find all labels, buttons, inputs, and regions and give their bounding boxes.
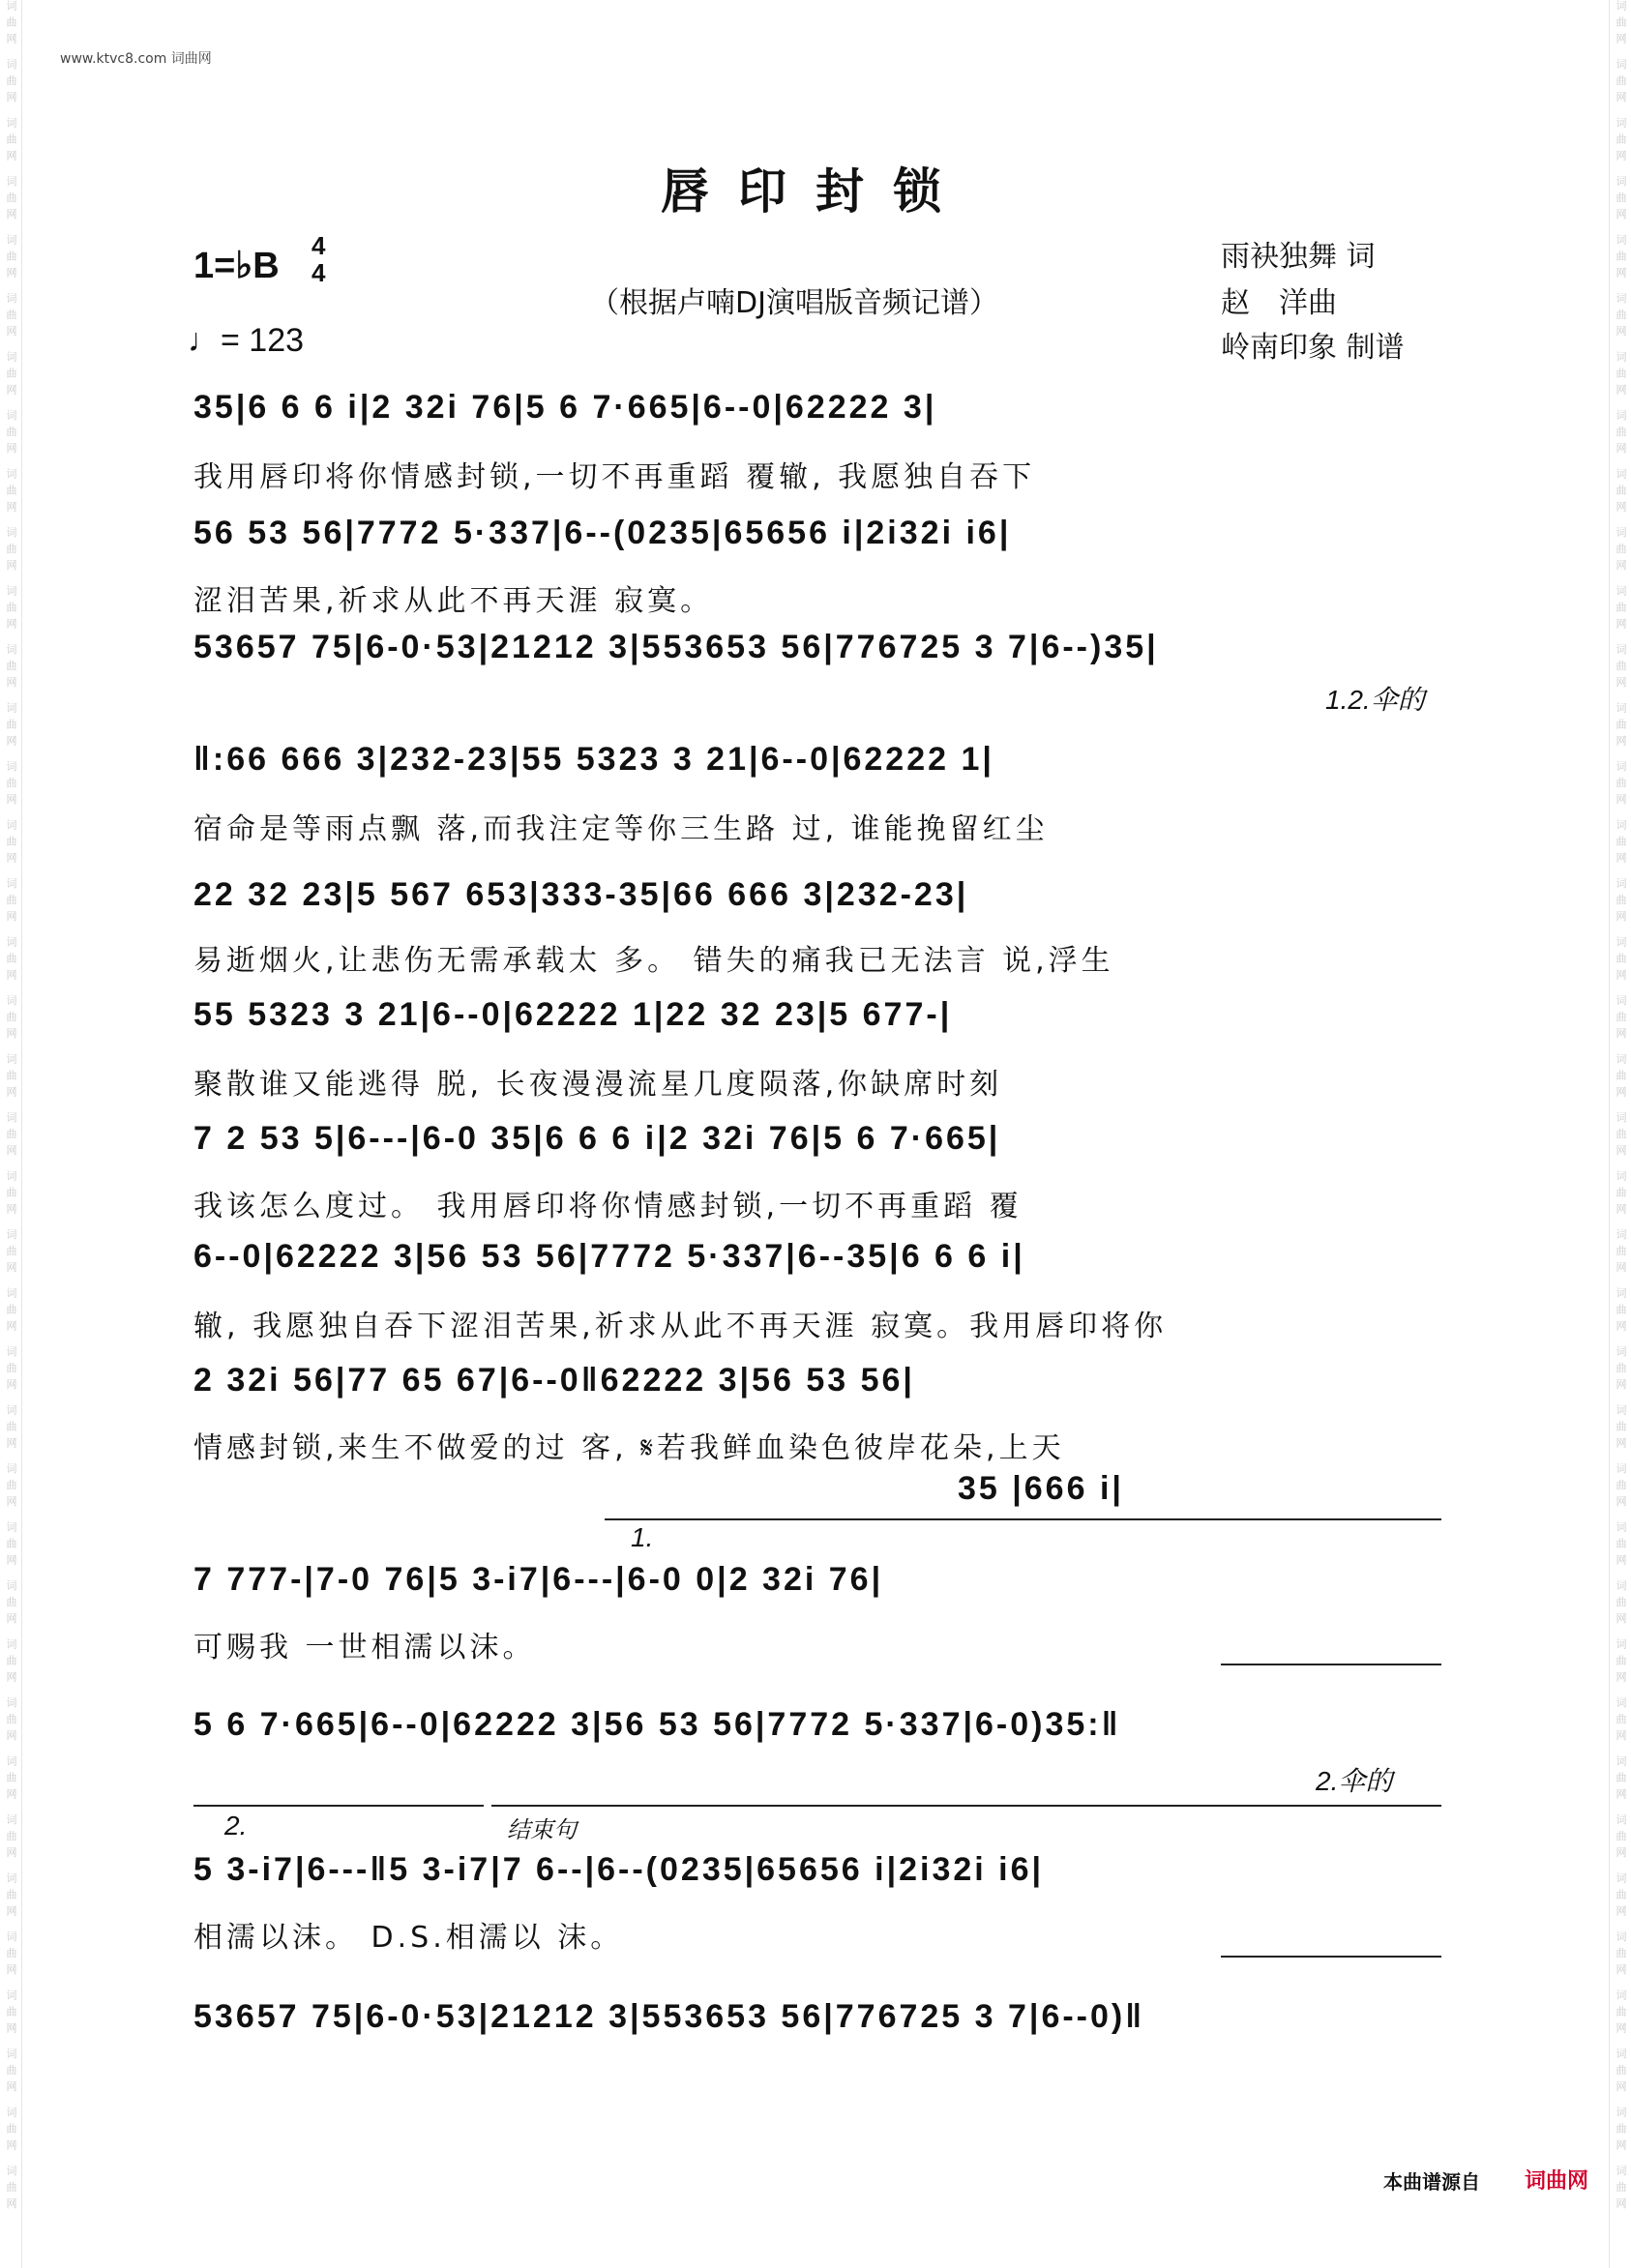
notation-line-10-alt: 35 |666 i| — [958, 1470, 1124, 1507]
volta-bracket-1-end — [1221, 1664, 1441, 1665]
lyric-line-1: 我用唇印将你情感封锁,一切不再重蹈 覆辙, 我愿独自吞下 — [193, 460, 1036, 494]
coda-bracket-end — [1221, 1956, 1441, 1958]
notation-line-1: 35|6 6 6 i|2 32i 76|5 6 7·665|6--0|62222 3| — [193, 389, 937, 426]
lyric-line-7: 我该怎么度过。 我用唇印将你情感封锁,一切不再重蹈 覆 — [193, 1190, 1023, 1223]
notation-line-2: 56 53 56|7772 5·337|6--(0235|65656 i|2i32i i6| — [193, 515, 1012, 551]
notation-line-13: 53657 75|6-0·53|21212 3|553653 56|776725 3 7|6--0)‖ — [193, 1998, 1145, 2035]
left-watermark-border: 词曲网 词曲网 词曲网 词曲网 词曲网 词曲网 词曲网 词曲网 词曲网 词曲网 词曲网 词曲网 词曲网 词曲网 词曲网 词曲网 词曲网 词曲网 词曲网 词曲网 词曲网 词曲网 词曲网 词曲网 词曲网 词曲网 词曲网 词曲网 词曲网 词曲网 词曲网 词曲网 词曲网 词曲网 词曲网 词曲网 词曲网 词曲网 — [0, 0, 22, 2268]
lyric-line-4: 宿命是等雨点飘 落,而我注定等你三生路 过, 谁能挽留红尘 — [193, 812, 1049, 846]
right-watermark-border: 词曲网 词曲网 词曲网 词曲网 词曲网 词曲网 词曲网 词曲网 词曲网 词曲网 词曲网 词曲网 词曲网 词曲网 词曲网 词曲网 词曲网 词曲网 词曲网 词曲网 词曲网 词曲网 词曲网 词曲网 词曲网 词曲网 词曲网 词曲网 词曲网 词曲网 词曲网 词曲网 词曲网 词曲网 词曲网 词曲网 词曲网 词曲网 — [1609, 0, 1631, 2268]
lyric-line-6: 聚散谁又能逃得 脱, 长夜漫漫流星几度陨落,你缺席时刻 — [193, 1068, 1003, 1102]
song-title: 唇印封锁 — [661, 162, 970, 220]
volta-label-1: 1. — [631, 1522, 654, 1552]
notation-line-7: 7 2 53 5|6---|6-0 35|6 6 6 i|2 32i 76|5 6 7·665| — [193, 1120, 1001, 1157]
subtitle: （根据卢喃DJ演唱版音频记谱） — [590, 286, 998, 320]
notation-line-12: 5 3-i7|6---‖5 3-i7|7 6--|6--(0235|65656 i|2i32i i6| — [193, 1851, 1045, 1888]
time-signature-bottom: 4 — [311, 258, 326, 287]
lyric-line-10: 可赐我 一世相濡以沫。 — [193, 1631, 536, 1664]
notation-line-6: 55 5323 3 21|6--0|62222 1|22 32 23|5 677-| — [193, 996, 953, 1033]
notation-line-10: 7 777-|7-0 76|5 3-i7|6---|6-0 0|2 32i 76| — [193, 1561, 884, 1598]
volta-bracket-2 — [193, 1805, 484, 1807]
footer-site-link[interactable]: 词曲网 — [1525, 2169, 1589, 2194]
volta-label-2b: 2. — [224, 1811, 248, 1841]
arranger-credit: 岭南印象 制谱 — [1221, 331, 1405, 365]
time-signature — [311, 232, 325, 286]
volta-bracket-1 — [605, 1518, 1441, 1520]
notation-line-8: 6--0|62222 3|56 53 56|7772 5·337|6--35|6 6 6 i| — [193, 1238, 1025, 1275]
lyric-line-2: 涩泪苦果,祈求从此不再天涯 寂寞。 — [193, 584, 714, 618]
notation-line-3: 53657 75|6-0·53|21212 3|553653 56|776725 3 7|6--)35| — [193, 629, 1159, 665]
composer-credit: 赵 洋曲 — [1221, 286, 1337, 320]
lyric-line-9: 情感封锁,来生不做爱的过 客, 𝄋若我鲜血染色彼岸花朵,上天 — [193, 1431, 1065, 1465]
lyric-line-8: 辙, 我愿独自吞下涩泪苦果,祈求从此不再天涯 寂寞。我用唇印将你 — [193, 1310, 1168, 1343]
notation-line-9: 2 32i 56|77 65 67|6--0‖62222 3|56 53 56| — [193, 1362, 915, 1399]
coda-label: 结束句 — [507, 1817, 577, 1843]
key-signature: 1=♭B — [193, 246, 280, 286]
lyric-line-12: 相濡以沫。 D.S.相濡以 沫。 — [193, 1921, 624, 1955]
notation-line-5: 22 32 23|5 567 653|333-35|66 666 3|232-23| — [193, 876, 969, 913]
notation-line-4: ‖:66 666 3|232-23|55 5323 3 21|6--0|62222 1| — [193, 741, 994, 778]
coda-bracket — [491, 1805, 1441, 1807]
lyric-line-5: 易逝烟火,让悲伤无需承载太 多。 错失的痛我已无法言 说,浮生 — [193, 944, 1114, 978]
notation-line-11: 5 6 7·665|6--0|62222 3|56 53 56|7772 5·337|6-0)35:‖ — [193, 1706, 1121, 1743]
time-signature-top: 4 — [311, 231, 326, 260]
lyricist-credit: 雨袂独舞 词 — [1221, 240, 1376, 274]
volta-label-2: 2.伞的 — [1316, 1766, 1393, 1796]
site-url: www.ktvc8.com 词曲网 — [60, 51, 212, 67]
volta-label-1-2: 1.2.伞的 — [1325, 685, 1425, 715]
footer-source-label: 本曲谱源自 — [1383, 2170, 1480, 2194]
tempo-marking: ♩= 123 — [188, 322, 305, 359]
